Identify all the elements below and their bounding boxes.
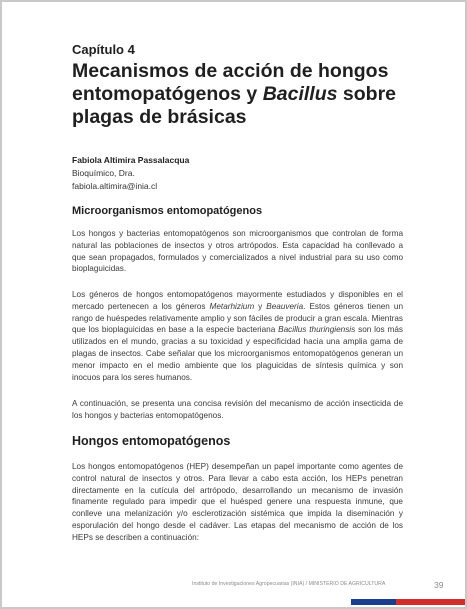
text-run: Los géneros de hongos entomopatógenos mayormente estudiados y disponibles en el mercado pertenecen a los géneros [72,290,403,311]
author-name: Fabiola Altimira Passalacqua [72,155,190,165]
italic-genus: Metarhizium [209,301,255,311]
flag-red-segment [396,599,465,605]
text-run: y [254,301,267,311]
title-line-1: Mecanismos de acción de hongos [72,60,389,82]
italic-genus: Beauveria [266,301,304,311]
author-email: fabiola.altimira@inia.cl [72,181,158,191]
footer-institution: Instituto de Investigaciones Agropecuarias (INIA) / MINISTERIO DE AGRICULTURA [192,581,386,587]
text-run: son los más utilizados en el mundo, gracias a su toxicidad y especificidad hacia una amplia gama de plagas de insectos. Cabe señalar que los microorganismos entomopatógenos generan un menor impacto en el medio ambiente que los plaguicidas de síntesis química y son inocuos para los seres humanos. [72,325,403,382]
author-degree: Bioquímico, Dra. [72,168,135,178]
page-number: 39 [434,580,444,590]
title-italic-genus: Bacillus [262,83,338,105]
title-text: sobre [337,83,397,105]
chapter-label: Capítulo 4 [72,42,135,57]
flag-blue-segment [351,599,396,605]
footer-flag-bar [351,599,465,605]
chapter-title [72,60,402,129]
title-text: entomopatógenos y [72,83,263,105]
author-block [72,154,189,193]
section-heading-hongos: Hongos entomopatógenos [72,434,231,448]
paragraph: A continuación, se presenta una concisa revisión del mecanismo de acción insecticida de los hongos y bacterias entomopatógenos. [72,399,403,420]
section-heading-microorganismos: Microorganismos entomopatógenos [72,205,263,217]
document-page [2,2,465,607]
paragraph [72,289,403,383]
paragraph: Los hongos y bacterias entomopatógenos son microorganismos que controlan de forma natural las poblaciones de insectos y otros artrópodos. Esta capacidad ha conllevado a que sean propagados, formulados y comercializados a nivel industrial para su uso como bioplaguicidas. [72,229,403,274]
paragraph: Los hongos entomopatógenos (HEP) desempeñan un papel importante como agentes de control natural de insectos y otros. Para llevar a cabo esta acción, los HEPs penetran directamente en la cutícula del artrópodo, desarrollando un mecanismo de invasión finamente regulado para impedir que el huésped genere una respuesta inmune, que conlleve una melanización y/o esclerotización sistémica que impida la diseminación y esporulación del hongo desde el cadáver. Las etapas del mecanismo de acción de los HEPs se describen a continuación: [72,462,403,542]
title-line-3: plagas de brásicas [72,106,247,128]
title-line-2 [72,83,402,106]
text-run: . Estos géneros tienen un rango de huéspedes relativamente amplio y son fáciles de producir a gran escala. Mientras que los bioplaguicidas en base a la especie bacteriana [72,301,403,335]
italic-species: Bacillus thuringiensis [278,325,356,335]
